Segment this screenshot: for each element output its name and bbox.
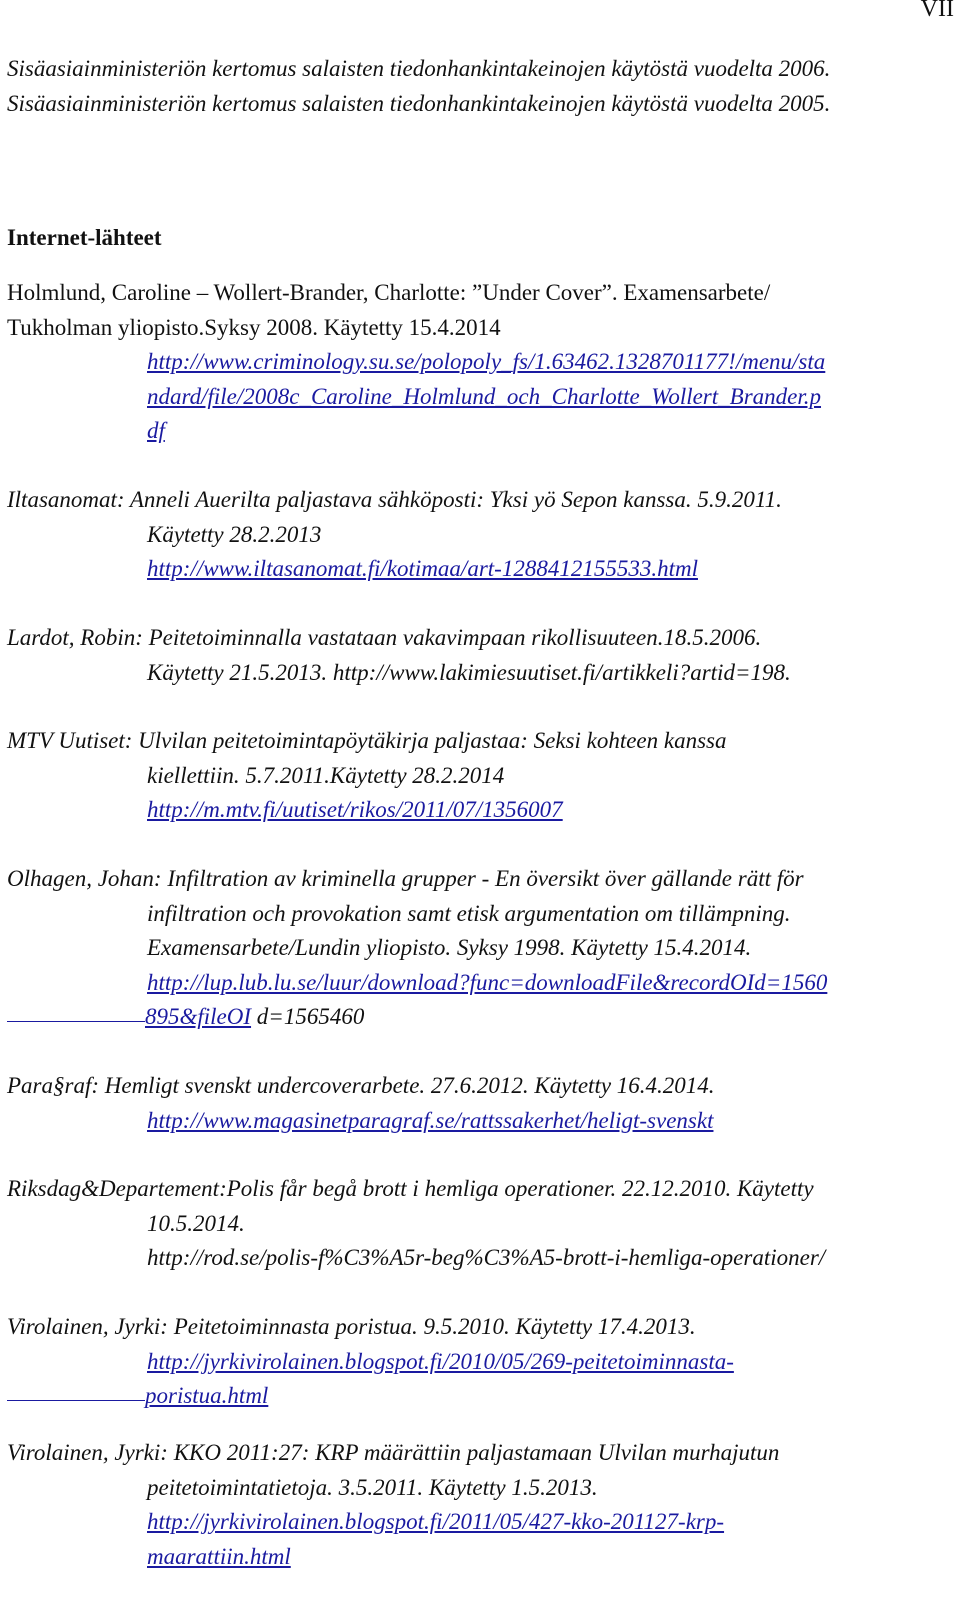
ref-virolainen-2-link[interactable]: http://jyrkivirolainen.blogspot.fi/2011/05/427-kko-201127-krp- (147, 1509, 725, 1534)
ref-riksdag-url: http://rod.se/polis-f%C3%A5r-beg%C3%A5-brott-i-hemliga-operationer/ (147, 1245, 826, 1270)
link-underline-indent-2 (7, 1400, 145, 1401)
ref-mtv (7, 724, 942, 828)
ref-holmlund-link[interactable]: http://www.criminology.su.se/polopoly_fs/1.63462.1328701177!/menu/sta (147, 349, 826, 374)
ref-lardot-line1: Lardot, Robin: Peitetoiminnalla vastataan vakavimpaan rikollisuuteen.18.5.2006. (7, 625, 762, 650)
reports-list (7, 52, 942, 121)
ref-iltasanomat (7, 483, 942, 587)
ref-iltasanomat-line1: Iltasanomat: Anneli Auerilta paljastava sähköposti: Yksi yö Sepon kanssa. 5.9.2011. (7, 487, 782, 512)
ref-riksdag-line2: 10.5.2014. (147, 1210, 245, 1236)
ref-lardot-line2: Käytetty 21.5.2013. http://www.lakimiesuutiset.fi/artikkeli?artid=198. (147, 659, 791, 685)
ref-virolainen-1-link[interactable]: http://jyrkivirolainen.blogspot.fi/2010/05/269-peitetoiminnasta- (147, 1348, 734, 1374)
ref-virolainen-1 (7, 1310, 942, 1414)
ref-iltasanomat-line2: Käytetty 28.2.2013 (147, 521, 322, 547)
ref-olhagen-link-cont[interactable]: 895&fileOI (145, 1004, 252, 1029)
report-2005: Sisäasiainministeriön kertomus salaisten tiedonhankintakeinojen käytöstä vuodelta 2005. (7, 90, 831, 116)
ref-lardot (7, 621, 942, 690)
link-underline-indent (7, 1021, 145, 1022)
ref-mtv-line1: MTV Uutiset: Ulvilan peitetoimintapöytäkirja paljastaa: Seksi kohteen kanssa (7, 728, 727, 753)
ref-virolainen-2-line2: peitetoimintatietoja. 3.5.2011. Käytetty 1.5.2013. (147, 1474, 598, 1500)
ref-riksdag (7, 1172, 942, 1276)
ref-olhagen-line2: infiltration och provokation samt etisk argumentation om tillämpning. (147, 900, 791, 926)
ref-olhagen (7, 862, 942, 1035)
ref-paragraf (7, 1069, 942, 1138)
ref-virolainen-1-link-cont[interactable]: poristua.html (145, 1383, 269, 1408)
ref-olhagen-link-tail: d=1565460 (251, 1004, 365, 1029)
ref-holmlund-line2: Tukholman yliopisto.Syksy 2008. Käytetty 15.4.2014 (7, 314, 501, 340)
ref-mtv-line2: kiellettiin. 5.7.2011.Käytetty 28.2.2014 (147, 762, 505, 788)
ref-olhagen-line3: Examensarbete/Lundin yliopisto. Syksy 1998. Käytetty 15.4.2014. (147, 935, 752, 960)
ref-virolainen-1-line1: Virolainen, Jyrki: Peitetoiminnasta poristua. 9.5.2010. Käytetty 17.4.2013. (7, 1314, 696, 1339)
ref-virolainen-2 (7, 1436, 942, 1574)
report-2006: Sisäasiainministeriön kertomus salaisten tiedonhankintakeinojen käytöstä vuodelta 2006. (7, 56, 831, 81)
ref-holmlund-link-end[interactable]: df (147, 418, 165, 443)
ref-olhagen-link[interactable]: http://lup.lub.lu.se/luur/download?func=downloadFile&recordOId=1560 (147, 969, 828, 995)
ref-holmlund-link-cont[interactable]: ndard/file/2008c_Caroline_Holmlund_och_Charlotte_Wollert_Brander.p (147, 383, 822, 409)
ref-paragraf-line1: Para§raf: Hemligt svenskt undercoverarbete. 27.6.2012. Käytetty 16.4.2014. (7, 1073, 715, 1098)
ref-iltasanomat-link[interactable]: http://www.iltasanomat.fi/kotimaa/art-1288412155533.html (147, 556, 698, 581)
ref-virolainen-2-line1: Virolainen, Jyrki: KKO 2011:27: KRP määrättiin paljastamaan Ulvilan murhajutun (7, 1440, 780, 1465)
ref-riksdag-line1: Riksdag&Departement:Polis får begå brott i hemliga operationer. 22.12.2010. Käytetty (7, 1176, 814, 1201)
ref-mtv-link[interactable]: http://m.mtv.fi/uutiset/rikos/2011/07/1356007 (147, 797, 563, 822)
ref-holmlund-line1: Holmlund, Caroline – Wollert-Brander, Charlotte: ”Under Cover”. Examensarbete/ (7, 280, 771, 305)
ref-virolainen-2-link-cont[interactable]: maarattiin.html (147, 1543, 291, 1569)
page-number: VII (920, 0, 954, 22)
internet-sources-heading: Internet-lähteet (7, 225, 162, 250)
ref-holmlund (7, 276, 942, 449)
ref-olhagen-line1: Olhagen, Johan: Infiltration av kriminella grupper - En översikt över gällande rätt för (7, 866, 804, 891)
ref-paragraf-link[interactable]: http://www.magasinetparagraf.se/rattssakerhet/heligt-svenskt (147, 1107, 714, 1133)
